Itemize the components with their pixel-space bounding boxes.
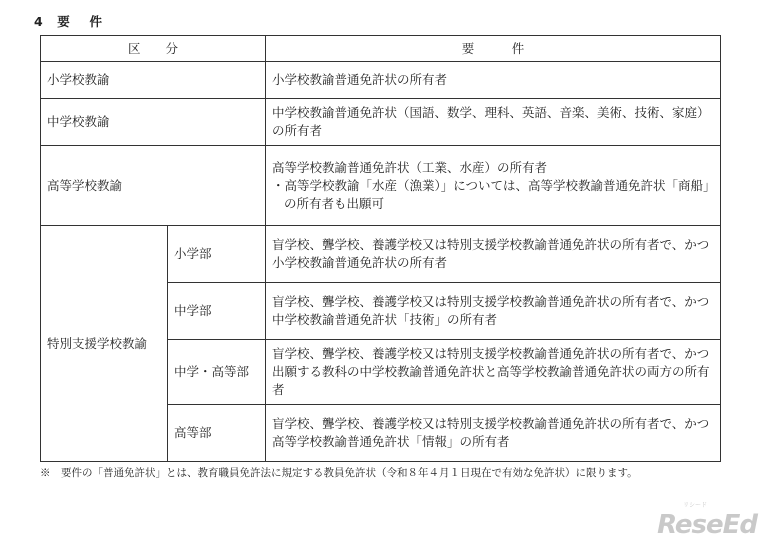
sub-category: 小学部 bbox=[168, 226, 266, 283]
table-row bbox=[41, 146, 721, 226]
requirement-main: 高等学校教諭普通免許状（工業、水産）の所有者 bbox=[272, 159, 548, 175]
section-title: 4 要 件 bbox=[34, 14, 104, 29]
table-row bbox=[41, 99, 721, 146]
row-category: 高等学校教諭 bbox=[41, 146, 266, 226]
resed-logo: ReseEd bbox=[657, 510, 757, 540]
special-category: 特別支援学校教諭 bbox=[41, 226, 168, 462]
sub-category: 中学部 bbox=[168, 283, 266, 340]
table-header-row bbox=[41, 36, 721, 62]
row-requirement: 盲学校、聾学校、養護学校又は特別支援学校教諭普通免許状の所有者で、かつ出願する教科の中学校教諭普通免許状と高等学校教諭普通免許状の両方の所有者 bbox=[266, 340, 721, 405]
header-requirement: 要 件 bbox=[266, 36, 721, 62]
row-category: 小学校教諭 bbox=[41, 62, 266, 99]
requirement-note: ・高等学校教諭「水産（漁業）」については、高等学校教諭普通免許状「商船」の所有者も出願可 bbox=[272, 177, 710, 211]
row-requirement: 盲学校、聾学校、養護学校又は特別支援学校教諭普通免許状の所有者で、かつ小学校教諭普通免許状の所有者 bbox=[266, 226, 721, 283]
row-category: 中学校教諭 bbox=[41, 99, 266, 146]
row-requirement: 盲学校、聾学校、養護学校又は特別支援学校教諭普通免許状の所有者で、かつ高等学校教諭普通免許状「情報」の所有者 bbox=[266, 405, 721, 462]
sub-category: 高等部 bbox=[168, 405, 266, 462]
row-requirement bbox=[266, 146, 721, 226]
row-requirement: 盲学校、聾学校、養護学校又は特別支援学校教諭普通免許状の所有者で、かつ中学校教諭普通免許状「技術」の所有者 bbox=[266, 283, 721, 340]
watermark-kana: リシード bbox=[682, 502, 707, 509]
footnote: ※ 要件の「普通免許状」とは、教育職員免許法に規定する教員免許状（令和８年４月１日現在で有効な免許状）に限ります。 bbox=[40, 467, 638, 479]
row-requirement: 小学校教諭普通免許状の所有者 bbox=[266, 62, 721, 99]
sub-category: 中学・高等部 bbox=[168, 340, 266, 405]
table-row bbox=[41, 62, 721, 99]
table-row bbox=[41, 226, 721, 283]
requirements-table bbox=[40, 35, 721, 462]
row-requirement: 中学校教諭普通免許状（国語、数学、理科、英語、音楽、美術、技術、家庭）の所有者 bbox=[266, 99, 721, 146]
header-category: 区 分 bbox=[41, 36, 266, 62]
